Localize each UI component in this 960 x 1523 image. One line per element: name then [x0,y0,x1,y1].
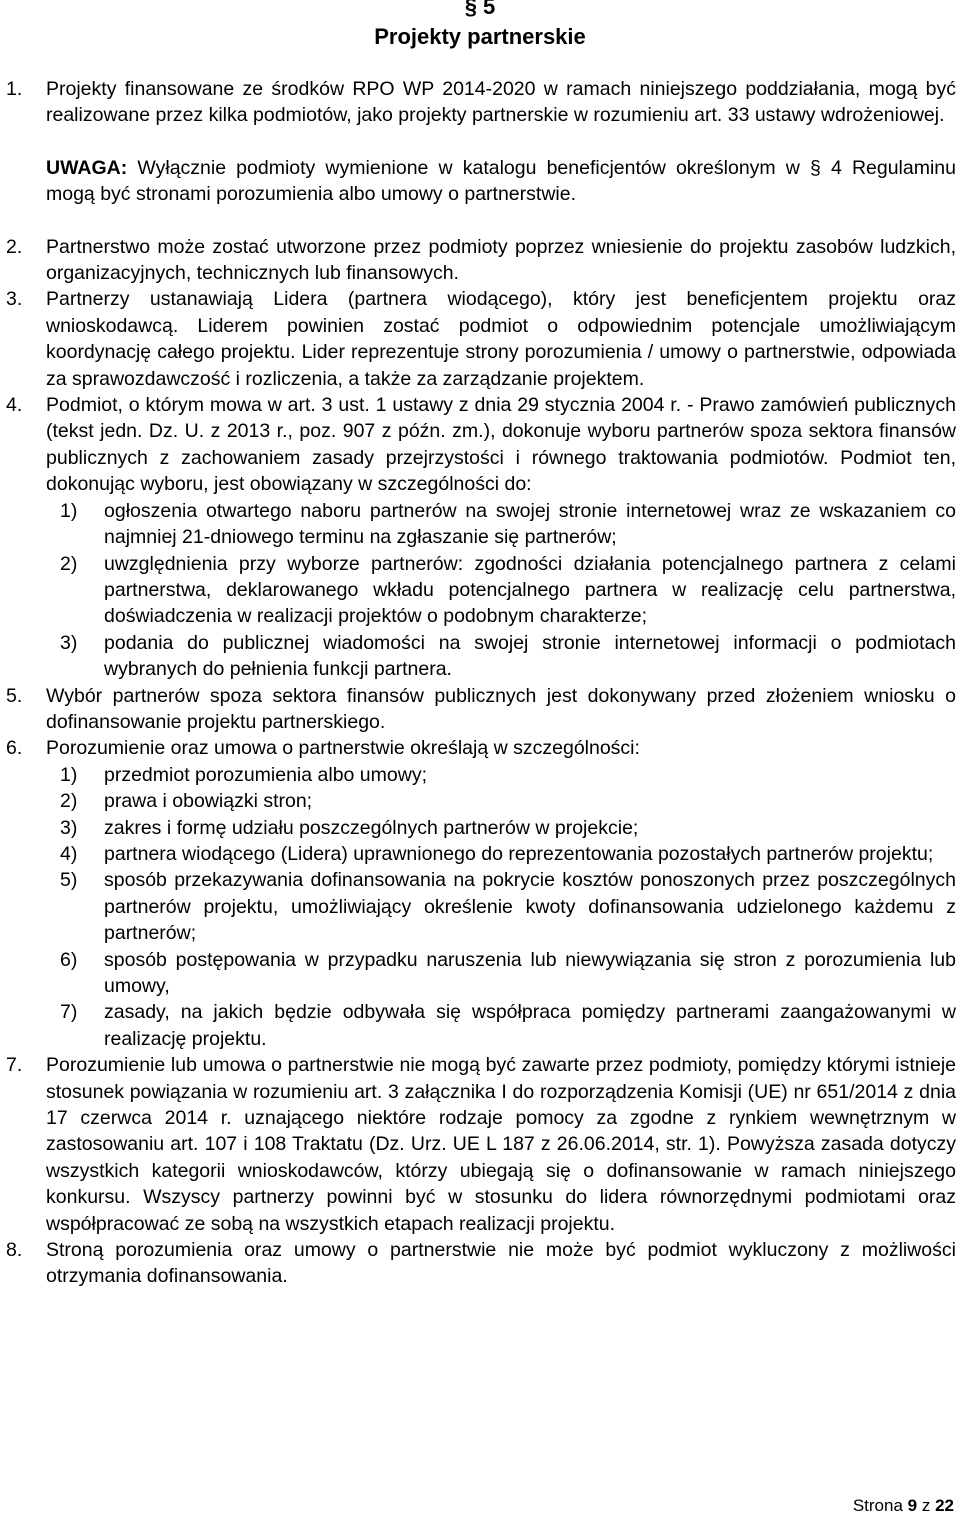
section-number: 5 [483,0,496,19]
section-symbol: § [464,0,477,19]
subitem-text: uwzględnienia przy wyborze partnerów: zgodności działania potencjalnego partnera z celami partnerstwa, deklarowanego wkładu potencjalnego partnera w realizację celu partnerstwa, doświadczenia w realizacji projektów o podobnym charakterze; [104,552,956,628]
subitem-number: 6) [60,948,78,971]
list-item-5 [0,683,960,736]
list-item-6 [0,735,960,761]
subitem-4-2 [0,551,960,630]
section-heading [0,0,960,20]
subitem-number: 5) [60,869,78,892]
list-item-7 [0,1052,960,1237]
subitem-text: ogłoszenia otwartego naboru partnerów na swojej stronie internetowej wraz ze wskazaniem co najmniej 21-dniowego terminu na zgłaszanie się partnerów; [104,499,956,549]
subitem-text: sposób przekazywania dofinansowania na pokrycie kosztów ponoszonych przez poszczególnych partnerów projektu, umożliwiający określenie kwoty dofinansowania udzielonego każdemu z partnerów; [104,869,956,945]
subitem-6-2 [0,788,960,814]
item-text: Partnerstwo może zostać utworzone przez podmioty poprzez wniesienie do projektu zasobów ludzkich, organizacyjnych, technicznych lub finansowych. [46,235,956,285]
item-text: Porozumienie oraz umowa o partnerstwie określają w szczególności: [46,737,640,760]
subitem-text: zakres i formę udziału poszczególnych partnerów w projekcie; [104,816,639,839]
note-text: Wyłącznie podmioty wymienione w katalogu beneficjentów określonym w § 4 Regulaminu mogą być stronami porozumienia albo umowy o partnerstwie. [46,156,956,206]
item-number: 6. [6,737,23,760]
item-number: 7. [6,1054,23,1077]
list-item-2 [0,234,960,287]
subitem-text: podania do publicznej wiadomości na swojej stronie internetowej informacji o podmiotach wybranych do pełnienia funkcji partnera. [104,631,956,681]
subitem-4-1 [0,498,960,551]
item-number: 8. [6,1239,23,1262]
list-item-4 [0,392,960,498]
subitem-4-3 [0,630,960,683]
item-number: 3. [6,288,23,311]
subitem-number: 7) [60,1001,78,1024]
subitem-text: zasady, na jakich będzie odbywała się współpraca pomiędzy partnerami zaangażowanymi w realizację projektu. [104,1001,956,1050]
subitem-text: przedmiot porozumienia albo umowy; [104,763,427,786]
subitem-6-7 [0,999,960,1052]
list-item-8 [0,1237,960,1290]
subitem-6-3 [0,815,960,841]
document-body [0,76,960,1290]
footer-prefix: Strona [852,1496,903,1515]
list-item-3 [0,286,960,392]
note-label: UWAGA: [46,156,128,179]
subitem-6-4 [0,841,960,867]
footer-page-number: 9 [907,1496,918,1515]
subitem-text: partnera wiodącego (Lidera) uprawnionego do reprezentowania pozostałych partnerów projektu; [104,842,934,865]
note-block [0,155,960,208]
item-text: Porozumienie lub umowa o partnerstwie nie mogą być zawarte przez podmioty, pomiędzy którymi istnieje stosunek powiązania w rozumieniu art. 3 załącznika I do rozporządzenia Komisji (UE) nr 651/2014 z dnia 17 czerwca 2014 r. uznającego niektóre rodzaje pomocy za zgodne z rynkiem wewnętrznym w zastosowaniu art. 107 i 108 Traktatu (Dz. Urz. UE L 187 z 26.06.2014, str. 1). Powyższa zasada dotyczy wszystkich kategorii wnioskodawców, którzy ubiegają się o dofinansowanie w ramach niniejszego konkursu. Wszyscy partnerzy powinni być w stosunku do lidera równorzędnymi podmiotami oraz współpracować ze sobą na wszystkich etapach realizacji projektu. [46,1054,956,1235]
subitem-number: 3) [60,816,78,839]
subitem-text: prawa i obowiązki stron; [104,790,313,813]
subitem-6-1 [0,762,960,788]
item-text: Partnerzy ustanawiają Lidera (partnera wiodącego), który jest beneficjentem projektu oraz wnioskodawcą. Liderem powinien zostać podmiot o odpowiednim potencjale umożliwiającym koordynację całego projektu. Lider reprezentuje strony porozumienia / umowy o partnerstwie, odpowiada za sprawozdawczość i rozliczenia, a także za zarządzanie projektem. [46,288,956,390]
page-footer [853,1496,954,1516]
subitem-number: 2) [60,790,78,813]
item-number: 4. [6,394,23,417]
subitem-6-5 [0,867,960,946]
item-text: Stroną porozumienia oraz umowy o partnerstwie nie może być podmiot wykluczony z możliwości otrzymania dofinansowania. [46,1239,956,1288]
item-number: 5. [6,684,23,707]
subitem-number: 1) [60,763,78,786]
subitem-number: 4) [60,842,78,865]
subitem-number: 1) [60,499,78,522]
item-text: Podmiot, o którym mowa w art. 3 ust. 1 ustawy z dnia 29 stycznia 2004 r. - Prawo zamówień publicznych (tekst jedn. Dz. U. z 2013 r., poz. 907 z późn. zm.), dokonuje wyboru partnerów spoza sektora finansów publicznych z zachowaniem zasady przejrzystości i równego traktowania podmiotów. Podmiot ten, dokonując wyboru, jest obowiązany w szczególności do: [46,394,956,496]
subitem-number: 3) [60,631,78,654]
subitem-number: 2) [60,552,78,575]
subitem-6-6 [0,947,960,1000]
item-number: 1. [6,78,23,100]
item-text: Projekty finansowane ze środków RPO WP 2014-2020 w ramach niniejszego poddziałania, mogą być realizowane przez kilka podmiotów, jako projekty partnerskie w rozumieniu art. 33 ustawy wdrożeniowej. [46,78,956,127]
list-item-1 [0,76,960,129]
footer-middle: z [921,1496,931,1515]
page-title: Projekty partnerskie [374,24,586,49]
item-text: Wybór partnerów spoza sektora finansów publicznych jest dokonywany przed złożeniem wniosku o dofinansowanie projektu partnerskiego. [46,684,956,733]
subitem-text: sposób postępowania w przypadku naruszenia lub niewywiązania się stron z porozumienia lub umowy, [104,948,956,997]
item-number: 2. [6,235,23,258]
footer-total-pages: 22 [935,1496,954,1515]
